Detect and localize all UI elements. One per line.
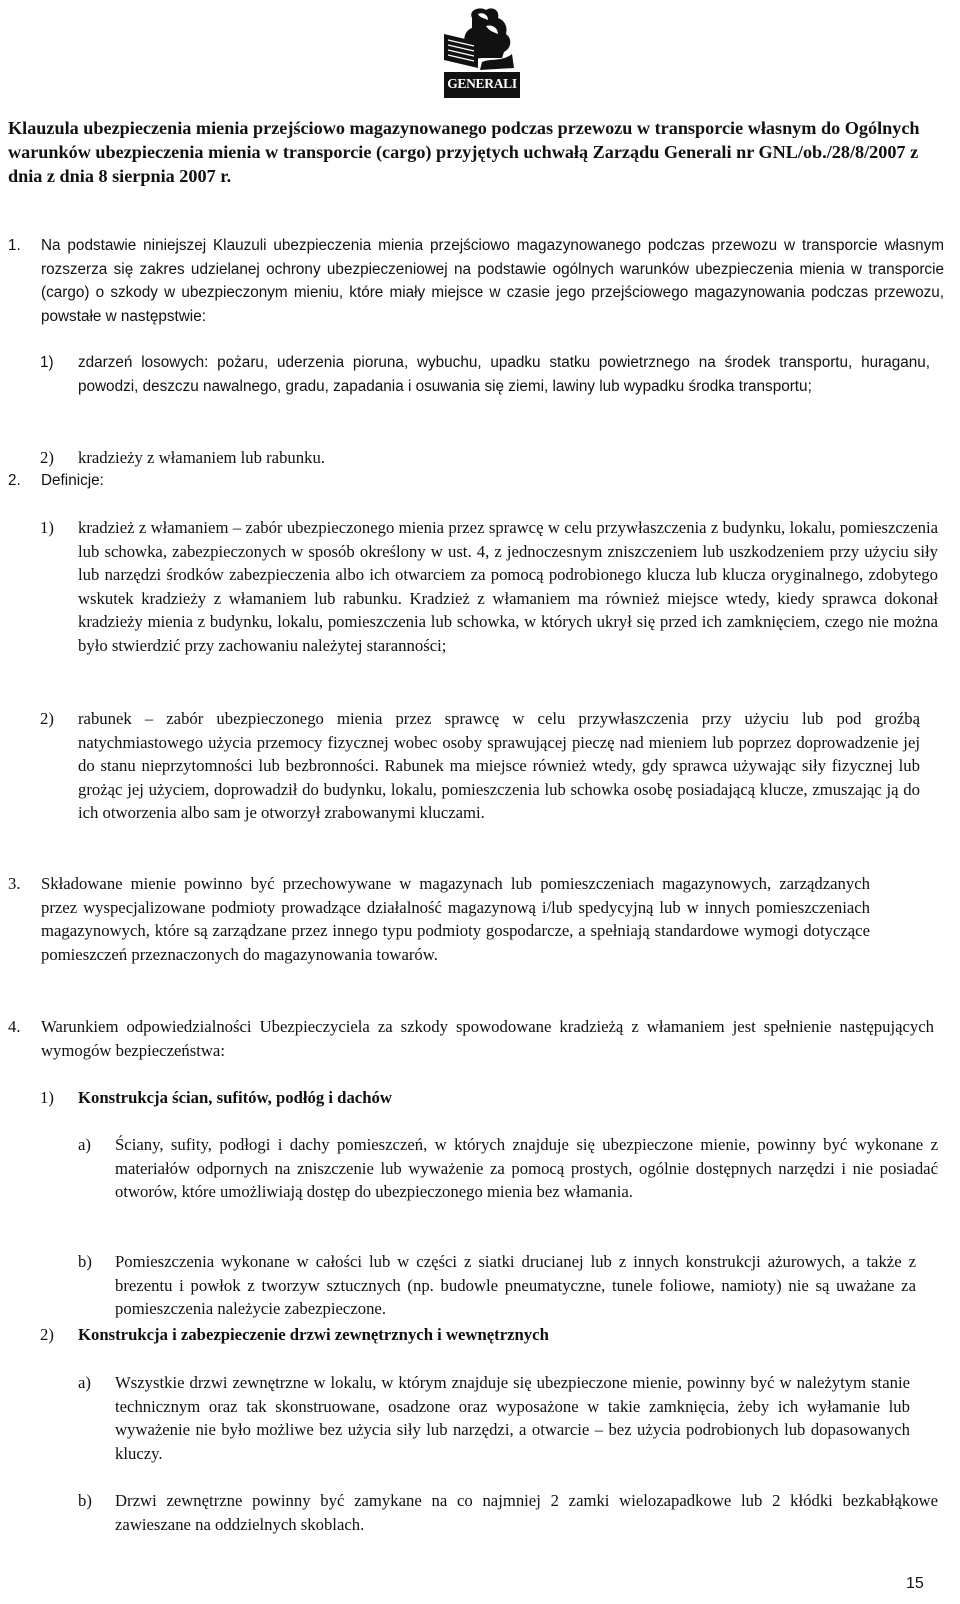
section-number: 4. [8,1017,21,1036]
item-letter: a) [78,1135,91,1154]
item-text: kradzież z włamaniem – zabór ubezpieczonego mienia przez sprawcę w celu przywłaszczenia z budynku, lokalu, pomieszczenia lub schowka, zabezpieczonych w sposób określony w ust. 4, z jednoczesnym zniszczeniem lub uszkodzeniem przy użyciu siły lub narzędzi środków zabezpieczenia albo ich otwarciem za pomocą podrobionego klucza lub klucza oryginalnego, zdobytego wskutek kradzieży z włamaniem lub rabunku. Kradzież z włamaniem ma również miejsce wtedy, kiedy sprawca dokonał kradzieży mienia z budynku, lokalu, pomieszczenia lub schowka, w których ukrył się przed ich zamknięciem, czego nie można było stwierdzić przy zachowaniu należytej staranności; [78,518,938,655]
document-title: Klauzula ubezpieczenia mienia przejściowo magazynowanego podczas przewozu w transporcie własnym do Ogólnych warunków ubezpieczenia mienia w transporcie (cargo) przyjętych uchwałą Zarządu Generali nr GNL/ob./28/8/2007 z dnia z dnia 8 sierpnia 2007 r. [8,118,920,186]
item-number: 2) [40,1325,54,1344]
item-number: 1) [40,354,54,371]
item-text: Drzwi zewnętrzne powinny być zamykane na co najmniej 2 zamki wielozapadkowe lub 2 kłódki bezkabłąkowe zawieszane na oddzielnych skoblach. [115,1491,938,1534]
item-letter: b) [78,1252,92,1271]
item-text: kradzieży z włamaniem lub rabunku. [78,448,325,467]
page-number: 15 [906,1575,924,1592]
item-text: Wszystkie drzwi zewnętrzne w lokalu, w którym znajduje się ubezpieczone mienie, powinny być w należytym stanie technicznym oraz tak skonstruowane, osadzone oraz wyposażone w takie zamknięcia, żeby ich wyłamanie lub wyważenie nie było możliwe bez użycia siły lub narzędzi, a otwarcie – bez użycia podrobionych lub dopasowanych kluczy. [115,1373,910,1463]
section-text: Składowane mienie powinno być przechowywane w magazynach lub pomieszczeniach magazynowych, zarządzanych przez wyspecjalizowane podmioty prowadzące działalność magazynową i/lub spedycyjną lub w innych pomieszczeniach magazynowych, które są zarządzane przez innego typu podmioty gospodarcze, a spełniają standardowe wymogi dotyczące pomieszczeń przeznaczonych do magazynowania towarów. [41,874,870,964]
item-number: 2) [40,448,54,467]
item-number: 2) [40,709,54,728]
section-text: Na podstawie niniejszej Klauzuli ubezpieczenia mienia przejściowo magazynowanego podczas przewozu w transporcie własnym rozszerza się zakres udzielanej ochrony ubezpieczeniowej na podstawie ogólnych warunków ubezpieczenia mienia w transporcie (cargo) o szkody w ubezpieczonym mieniu, które miały miejsce w czasie jego przejściowego magazynowania podczas przewozu, powstałe w następstwie: [41,237,944,325]
item-letter: b) [78,1491,92,1510]
item-letter: a) [78,1373,91,1392]
generali-logo [442,4,522,100]
item-number: 1) [40,1088,54,1107]
item-number: 1) [40,518,54,537]
section-number: 3. [8,874,21,893]
subsection-title: Konstrukcja i zabezpieczenie drzwi zewnętrznych i wewnętrznych [78,1325,549,1344]
section-text: Definicje: [41,472,104,489]
section-number: 1. [8,237,21,254]
subsection-title: Konstrukcja ścian, sufitów, podłóg i dachów [78,1088,392,1107]
item-text: zdarzeń losowych: pożaru, uderzenia pioruna, wybuchu, upadku statku powietrznego na środek transportu, huraganu, powodzi, deszczu nawalnego, gradu, zapadania i osuwania się ziemi, lawiny lub wypadku środka transportu; [78,354,930,395]
section-text: Warunkiem odpowiedzialności Ubezpieczyciela za szkody spowodowane kradzieżą z włamaniem jest spełnienie następujących wymogów bezpieczeństwa: [41,1017,934,1060]
item-text: rabunek – zabór ubezpieczonego mienia przez sprawcę w celu przywłaszczenia przy użyciu lub pod groźbą natychmiastowego użycia przemocy fizycznej wobec osoby sprawującej pieczę nad mieniem lub poprzez doprowadzenie jej do stanu nieprzytomności lub bezbronności. Rabunek ma miejsce również wtedy, gdy sprawca używając siły fizycznej lub grożąc jej użyciem, doprowadził do budynku, lokalu, pomieszczenia lub schowka osobę posiadającą klucze, zmuszając ją do ich otworzenia albo sam je otworzył zrabowanymi kluczami. [78,709,920,822]
item-text: Ściany, sufity, podłogi i dachy pomieszczeń, w których znajduje się ubezpieczone mienie, powinny być wykonane z materiałów odpornych na zniszczenie lub wyważenie za pomocą prostych, ogólnie dostępnych narzędzi i nie posiadać otworów, które umożliwiają dostęp do ubezpieczonego mienia bez włamania. [115,1135,938,1201]
item-text: Pomieszczenia wykonane w całości lub w części z siatki drucianej lub z innych konstrukcji ażurowych, a także z brezentu i powłok z tworzyw sztucznych (np. budowle pneumatyczne, tunele foliowe, namioty) nie są uważane za pomieszczenia należycie zabezpieczone. [115,1252,916,1318]
section-number: 2. [8,472,21,489]
logo-brand-text: GENERALI [447,76,517,91]
